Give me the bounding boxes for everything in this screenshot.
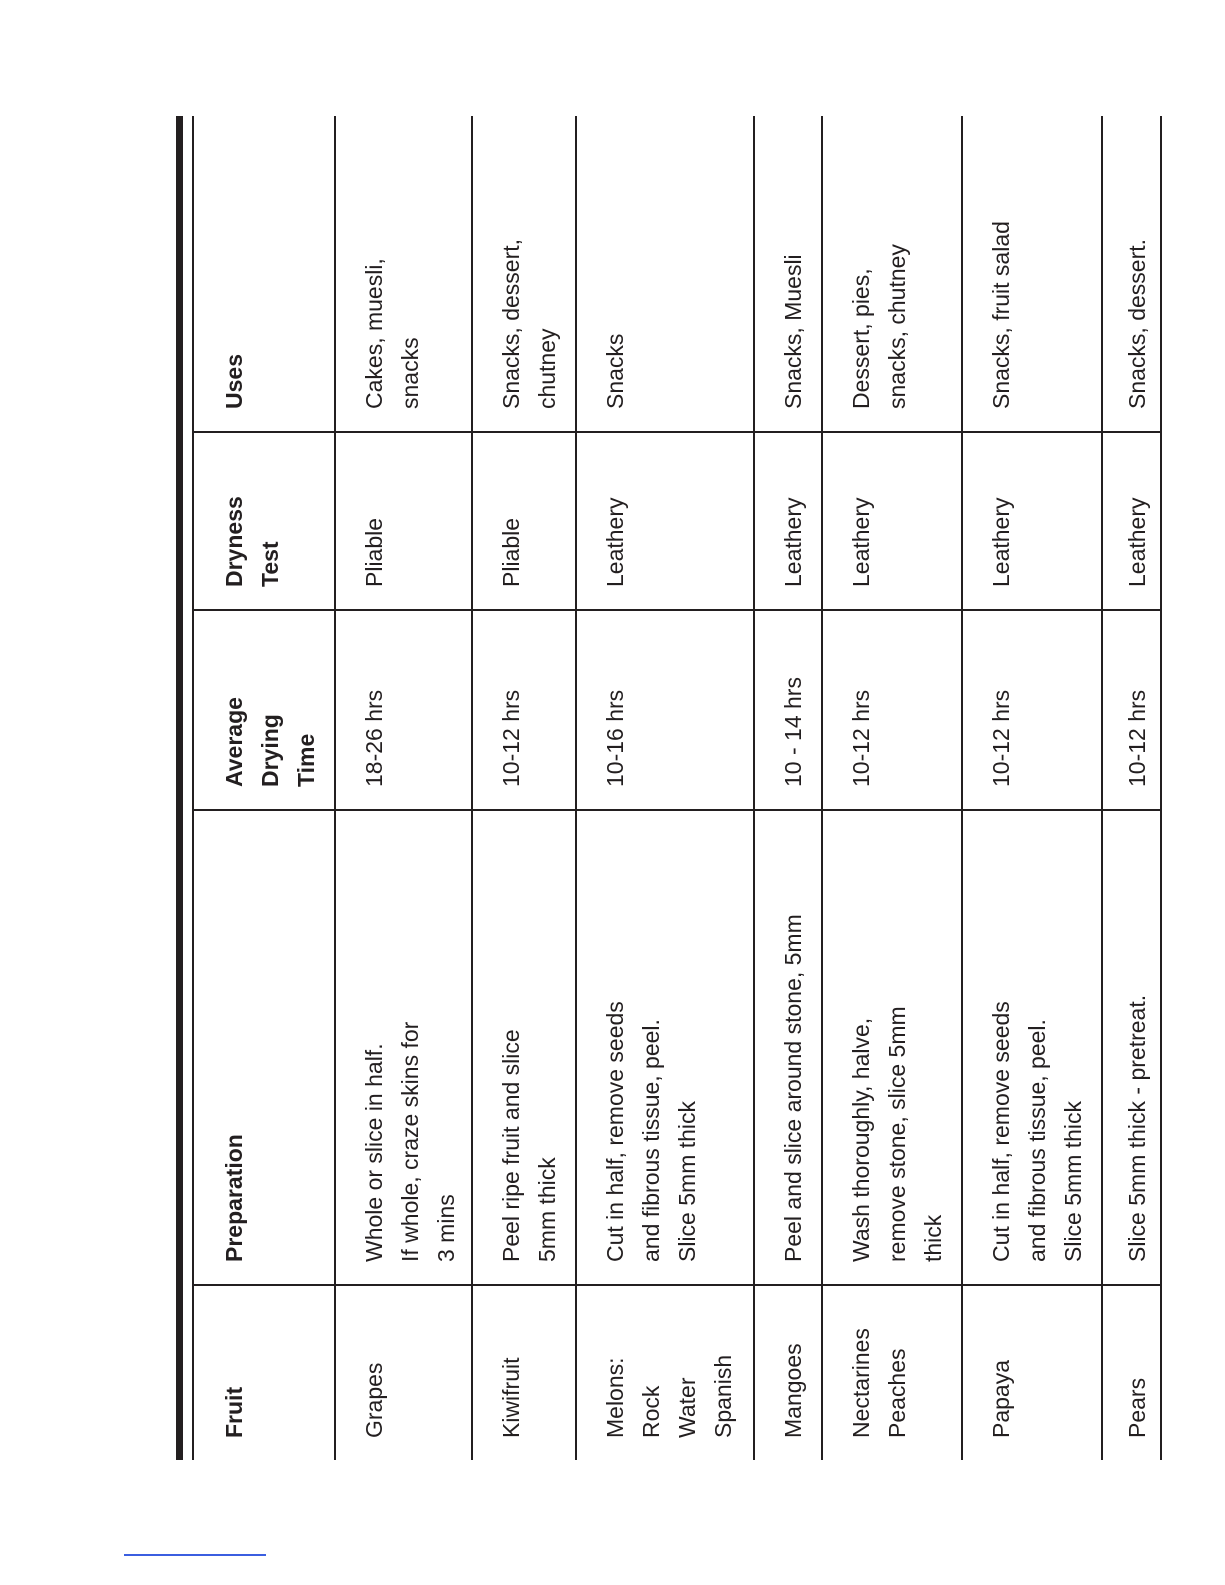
- cell-uses: Snacks, dessert.: [1102, 116, 1161, 432]
- table-row: [472, 116, 576, 1460]
- table-row: [754, 116, 822, 1460]
- table-row: [1102, 116, 1161, 1460]
- cell-dryness-test: Leathery: [1102, 432, 1161, 610]
- cell-uses: Snacks, dessert, chutney: [472, 116, 576, 432]
- cell-drying-time: 18-26 hrs: [335, 610, 472, 810]
- cell-uses: Snacks: [576, 116, 754, 432]
- cell-preparation: Peel ripe fruit and slice 5mm thick: [472, 810, 576, 1285]
- header-preparation: Preparation: [193, 810, 335, 1285]
- table-row: [822, 116, 962, 1460]
- table-left-rule: [176, 116, 183, 1460]
- cell-preparation: Cut in half, remove seeds and fibrous tissue, peel. Slice 5mm thick: [576, 810, 754, 1285]
- header-fruit: Fruit: [193, 1285, 335, 1460]
- cell-drying-time: 10-12 hrs: [1102, 610, 1161, 810]
- cell-fruit: Grapes: [335, 1285, 472, 1460]
- rotated-table-container: [192, 116, 1160, 1460]
- cell-fruit: Pears: [1102, 1285, 1161, 1460]
- cell-uses: Cakes, muesli, snacks: [335, 116, 472, 432]
- table-row: [962, 116, 1102, 1460]
- cell-fruit: Melons: Rock Water Spanish: [576, 1285, 754, 1460]
- cell-drying-time: 10-12 hrs: [472, 610, 576, 810]
- header-drying-time: Average Drying Time: [193, 610, 335, 810]
- cell-drying-time: 10 - 14 hrs: [754, 610, 822, 810]
- header-uses: Uses: [193, 116, 335, 432]
- cell-dryness-test: Leathery: [962, 432, 1102, 610]
- cell-fruit: Mangoes: [754, 1285, 822, 1460]
- cell-uses: Dessert, pies, snacks, chutney: [822, 116, 962, 432]
- cell-dryness-test: Leathery: [576, 432, 754, 610]
- cell-dryness-test: Leathery: [754, 432, 822, 610]
- cell-drying-time: 10-12 hrs: [822, 610, 962, 810]
- cell-dryness-test: Pliable: [335, 432, 472, 610]
- cell-dryness-test: Pliable: [472, 432, 576, 610]
- cell-preparation: Wash thoroughly, halve, remove stone, slice 5mm thick: [822, 810, 962, 1285]
- cell-uses: Snacks, Muesli: [754, 116, 822, 432]
- cell-drying-time: 10-12 hrs: [962, 610, 1102, 810]
- table-header-row: [193, 116, 335, 1460]
- cell-dryness-test: Leathery: [822, 432, 962, 610]
- header-dryness-test: Dryness Test: [193, 432, 335, 610]
- cell-fruit: Nectarines Peaches: [822, 1285, 962, 1460]
- cell-fruit: Papaya: [962, 1285, 1102, 1460]
- cell-preparation: Peel and slice around stone, 5mm: [754, 810, 822, 1285]
- fruit-drying-table: [192, 116, 1162, 1460]
- table-row: [576, 116, 754, 1460]
- cell-preparation: Slice 5mm thick - pretreat.: [1102, 810, 1161, 1285]
- footer-link-underline: [124, 1554, 266, 1556]
- cell-fruit: Kiwifruit: [472, 1285, 576, 1460]
- cell-preparation: Whole or slice in half. If whole, craze skins for 3 mins: [335, 810, 472, 1285]
- cell-preparation: Cut in half, remove seeds and fibrous tissue, peel. Slice 5mm thick: [962, 810, 1102, 1285]
- cell-drying-time: 10-16 hrs: [576, 610, 754, 810]
- table-row: [335, 116, 472, 1460]
- cell-uses: Snacks, fruit salad: [962, 116, 1102, 432]
